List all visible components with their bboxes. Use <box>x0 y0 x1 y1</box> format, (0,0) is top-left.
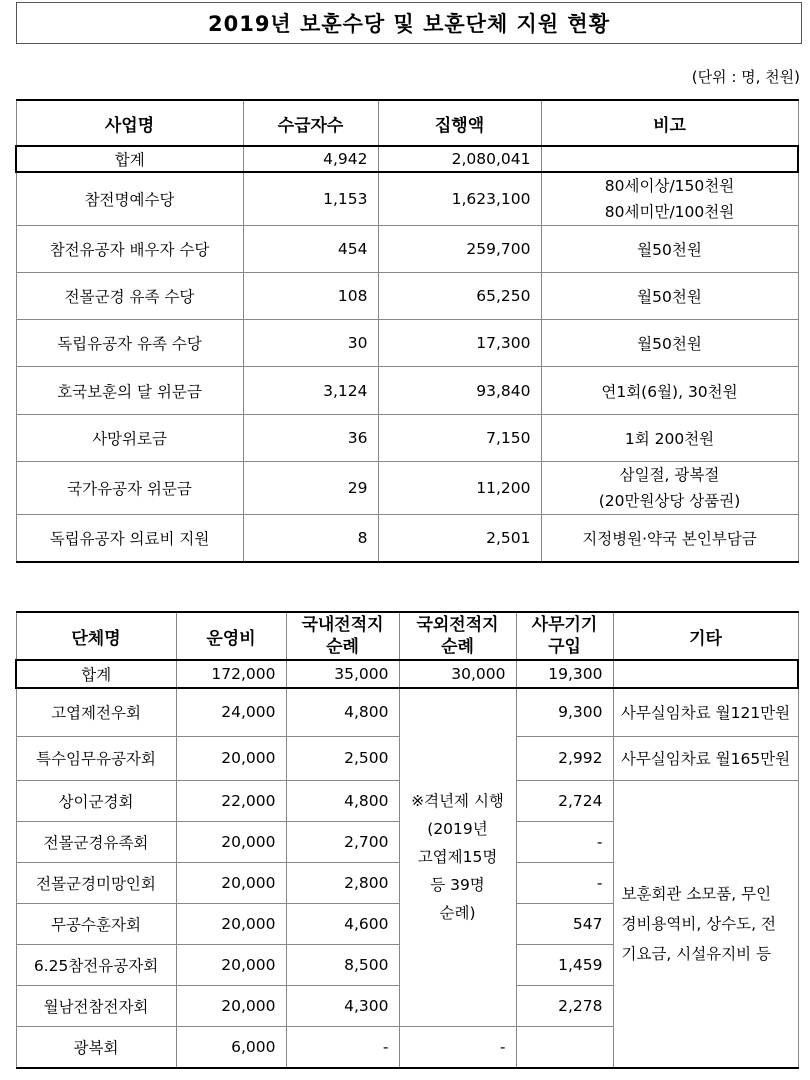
total-label: 합계 <box>16 660 176 688</box>
total-label: 합계 <box>16 146 243 172</box>
note-cell: 월50천원 <box>541 273 798 320</box>
table-row <box>16 367 798 415</box>
header-etc: 기타 <box>613 612 798 660</box>
table-row <box>16 515 798 562</box>
note-cell: 월50천원 <box>541 226 798 273</box>
recipient-count: 108 <box>243 273 378 320</box>
note-line: ※격년제 시행 <box>411 792 504 811</box>
operating-cost: 20,000 <box>176 736 286 780</box>
org-name: 특수임무유공자회 <box>16 736 176 780</box>
note-line: 경비용역비, 상수도, 전 <box>621 914 776 933</box>
table-row <box>16 273 798 320</box>
executed-amount: 2,501 <box>378 515 541 562</box>
table-row <box>16 462 798 515</box>
total-row <box>16 660 798 688</box>
executed-amount: 1,623,100 <box>378 172 541 226</box>
equipment-purchase: 9,300 <box>516 688 613 736</box>
note-line: 기요금, 시설유지비 등 <box>621 944 772 963</box>
header-org: 단체명 <box>16 612 176 660</box>
org-name: 광복회 <box>16 1026 176 1068</box>
total-note <box>541 146 798 172</box>
header-line: 국내전적지 <box>301 615 384 635</box>
total-foreign: 30,000 <box>399 660 516 688</box>
domestic-pilgrimage: 2,700 <box>286 821 399 862</box>
equipment-purchase: 2,724 <box>516 780 613 821</box>
operating-cost: 20,000 <box>176 862 286 903</box>
etc-cell: 사무실임차료 월121만원 <box>613 688 798 736</box>
note-cell <box>541 172 798 226</box>
recipient-count: 29 <box>243 462 378 515</box>
note-line: 80세이상/150천원 <box>604 177 735 195</box>
executed-amount: 7,150 <box>378 415 541 462</box>
recipient-count: 8 <box>243 515 378 562</box>
operating-cost: 20,000 <box>176 985 286 1026</box>
equipment-purchase: 2,278 <box>516 985 613 1026</box>
note-line: 순례) <box>439 904 476 923</box>
note-line: (2019년 <box>427 820 488 839</box>
header-foreign <box>399 612 516 660</box>
org-name: 전몰군경유족회 <box>16 821 176 862</box>
program-name: 독립유공자 유족 수당 <box>16 320 243 367</box>
header-equipment <box>516 612 613 660</box>
equipment-purchase: 547 <box>516 903 613 944</box>
recipient-count: 36 <box>243 415 378 462</box>
operating-cost: 6,000 <box>176 1026 286 1068</box>
program-name: 호국보훈의 달 위문금 <box>16 367 243 415</box>
org-name: 상이군경회 <box>16 780 176 821</box>
operating-cost: 20,000 <box>176 903 286 944</box>
header-program: 사업명 <box>16 100 243 146</box>
header-amount: 집행액 <box>378 100 541 146</box>
table-row <box>16 415 798 462</box>
executed-amount: 65,250 <box>378 273 541 320</box>
total-amount: 2,080,041 <box>378 146 541 172</box>
note-cell <box>541 462 798 515</box>
total-count: 4,942 <box>243 146 378 172</box>
etc-cell: 사무실임차료 월165만원 <box>613 736 798 780</box>
note-line: 고엽제15명 <box>417 848 498 867</box>
domestic-pilgrimage: 8,500 <box>286 944 399 985</box>
total-etc <box>613 660 798 688</box>
header-line: 사무기기 <box>531 615 598 635</box>
total-operating: 172,000 <box>176 660 286 688</box>
total-equipment: 19,300 <box>516 660 613 688</box>
note-line: (20만원상당 상품권) <box>598 492 741 510</box>
page-title: 2019년 보훈수당 및 보훈단체 지원 현황 <box>16 2 802 44</box>
org-name: 6.25참전유공자회 <box>16 944 176 985</box>
organization-support-table <box>15 611 799 1069</box>
header-count: 수급자수 <box>243 100 378 146</box>
org-name: 고엽제전우회 <box>16 688 176 736</box>
domestic-pilgrimage: 2,500 <box>286 736 399 780</box>
note-cell: 연1회(6월), 30천원 <box>541 367 798 415</box>
org-name: 전몰군경미망인회 <box>16 862 176 903</box>
note-line: 등 39명 <box>430 876 485 895</box>
org-name: 월남전참전자회 <box>16 985 176 1026</box>
header-line: 국외전적지 <box>416 615 499 635</box>
program-name: 전몰군경 유족 수당 <box>16 273 243 320</box>
note-line: 보훈회관 소모품, 무인 <box>621 884 772 903</box>
domestic-pilgrimage: 4,600 <box>286 903 399 944</box>
etc-group-note <box>613 780 798 1068</box>
executed-amount: 17,300 <box>378 320 541 367</box>
header-line: 구입 <box>548 637 581 657</box>
header-operating: 운영비 <box>176 612 286 660</box>
note-line: 80세미만/100천원 <box>604 203 735 221</box>
table-row <box>16 320 798 367</box>
recipient-count: 30 <box>243 320 378 367</box>
domestic-pilgrimage: 2,800 <box>286 862 399 903</box>
operating-cost: 22,000 <box>176 780 286 821</box>
executed-amount: 93,840 <box>378 367 541 415</box>
total-row <box>16 146 798 172</box>
header-domestic <box>286 612 399 660</box>
domestic-pilgrimage: 4,800 <box>286 688 399 736</box>
program-name: 참전명예수당 <box>16 172 243 226</box>
equipment-purchase: - <box>516 821 613 862</box>
equipment-purchase: - <box>516 862 613 903</box>
program-name: 독립유공자 의료비 지원 <box>16 515 243 562</box>
recipient-count: 3,124 <box>243 367 378 415</box>
domestic-pilgrimage: 4,800 <box>286 780 399 821</box>
domestic-pilgrimage: - <box>286 1026 399 1068</box>
table-row <box>16 226 798 273</box>
header-line: 순례 <box>441 637 474 657</box>
total-domestic: 35,000 <box>286 660 399 688</box>
recipient-count: 454 <box>243 226 378 273</box>
header-note: 비고 <box>541 100 798 146</box>
program-name: 사망위로금 <box>16 415 243 462</box>
domestic-pilgrimage: 4,300 <box>286 985 399 1026</box>
program-name: 참전유공자 배우자 수당 <box>16 226 243 273</box>
allowance-table <box>15 99 799 563</box>
operating-cost: 24,000 <box>176 688 286 736</box>
org-name: 무공수훈자회 <box>16 903 176 944</box>
header-line: 순례 <box>326 637 359 657</box>
executed-amount: 259,700 <box>378 226 541 273</box>
unit-label: (단위 : 명, 천원) <box>691 68 800 86</box>
operating-cost: 20,000 <box>176 821 286 862</box>
program-name: 국가유공자 위문금 <box>16 462 243 515</box>
equipment-purchase: 1,459 <box>516 944 613 985</box>
table-row <box>16 172 798 226</box>
equipment-purchase: - <box>399 1026 516 1068</box>
table-row <box>16 688 798 736</box>
operating-cost: 20,000 <box>176 944 286 985</box>
executed-amount: 11,200 <box>378 462 541 515</box>
foreign-pilgrimage-note <box>399 688 516 1026</box>
note-cell: 1회 200천원 <box>541 415 798 462</box>
equipment-purchase: 2,992 <box>516 736 613 780</box>
note-line: 삼일절, 광복절 <box>619 466 720 484</box>
note-cell: 지정병원·약국 본인부담금 <box>541 515 798 562</box>
note-cell: 월50천원 <box>541 320 798 367</box>
recipient-count: 1,153 <box>243 172 378 226</box>
